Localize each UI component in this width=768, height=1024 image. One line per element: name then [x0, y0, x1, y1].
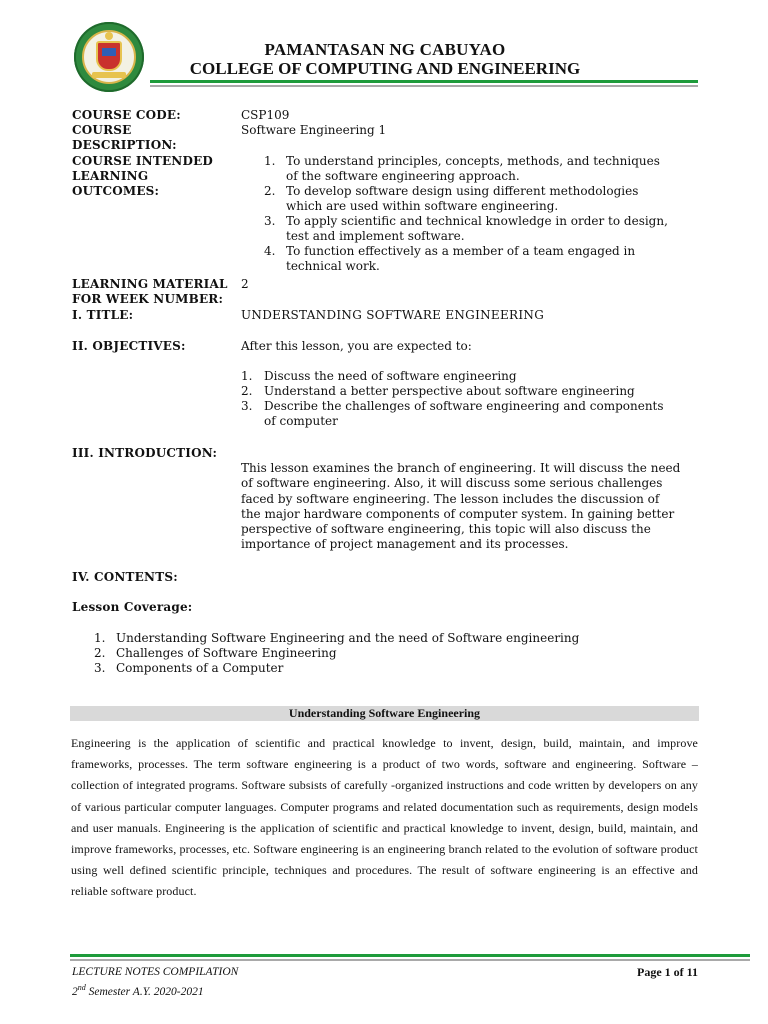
coverage-number: 2. [94, 646, 106, 660]
introduction-label: III. INTRODUCTION: [72, 446, 218, 460]
introduction-text [241, 461, 689, 553]
course-code-label: COURSE CODE: [72, 108, 181, 122]
outcome-number: 1. [264, 154, 276, 168]
lesson-title: UNDERSTANDING SOFTWARE ENGINEERING [241, 308, 545, 322]
outcome-text: To understand principles, concepts, methods, and techniques [286, 154, 660, 168]
introduction-line: This lesson examines the branch of engineering. It will discuss the need [241, 461, 681, 475]
outcome-text: To function effectively as a member of a team engaged in [286, 244, 636, 258]
college-name: COLLEGE OF COMPUTING AND ENGINEERING [189, 59, 581, 78]
objective-text: Discuss the need of software engineering [264, 369, 517, 383]
semester-suffix: nd [77, 983, 86, 992]
objective-item [241, 384, 701, 399]
section-paragraph: Engineering is the application of scientific and practical knowledge to invent, design, build, maintain, and improve frameworks, processes. The term software engineering is a product of two words, software and engineering. Software – collection of integrated programs. Software subsists of carefully -organized instructions and code written by developers on any of various particular computer languages. Computer programs and related documentation such as requirements, design models and user manuals. Engineering is the application of scientific and practical knowledge to invent, design, build, maintain, and improve frameworks, processes, etc. Software engineering is an engineering branch related to the evolution of software product using well defined scientific principle, techniques and procedures. The result of software engineering is an effective and reliable software product. [71, 736, 698, 899]
learning-outcomes-label [72, 154, 213, 199]
introduction-line: faced by software engineering. The lesson includes the discussion of [241, 491, 660, 506]
seal-star [105, 32, 113, 40]
coverage-item [94, 631, 704, 646]
course-description-label-line: DESCRIPTION: [72, 138, 177, 152]
page-number: Page 1 of 11 [637, 965, 698, 979]
title-label: I. TITLE: [72, 308, 134, 322]
lesson-coverage-label: Lesson Coverage: [72, 600, 193, 614]
outcome-number: 4. [264, 244, 276, 258]
footer-semester [72, 980, 238, 1000]
objective-text: Understand a better perspective about software engineering [264, 384, 635, 398]
header-green-divider [150, 80, 698, 83]
coverage-text: Components of a Computer [116, 661, 284, 675]
seal-ribbon [92, 72, 126, 78]
section-heading: Understanding Software Engineering [70, 706, 699, 721]
week-number-value: 2 [241, 277, 249, 291]
objectives-list [241, 369, 701, 429]
university-name: PAMANTASAN NG CABUYAO [264, 40, 506, 59]
week-number-label-line: FOR WEEK NUMBER: [72, 292, 224, 306]
coverage-item [94, 661, 704, 676]
introduction-line: perspective of software engineering, this topic will also discuss the [241, 522, 651, 537]
semester-text: Semester A.Y. 2020-2021 [85, 985, 204, 998]
outcome-item [264, 214, 704, 244]
objective-item [241, 369, 701, 384]
week-number-label-line: LEARNING MATERIAL [72, 277, 228, 291]
outcome-number: 3. [264, 214, 276, 228]
learning-outcomes-label-line: LEARNING [72, 169, 149, 183]
learning-outcomes-list [264, 154, 704, 274]
learning-outcomes-label-line: OUTCOMES: [72, 184, 160, 198]
objectives-intro: After this lesson, you are expected to: [241, 339, 472, 353]
objectives-label: II. OBJECTIVES: [72, 339, 186, 353]
coverage-number: 3. [94, 661, 106, 675]
outcome-text: technical work. [286, 259, 380, 273]
course-description-value: Software Engineering 1 [241, 123, 387, 137]
footer-compilation-title: LECTURE NOTES COMPILATION [72, 966, 239, 978]
introduction-line: importance of project management and its processes. [241, 537, 569, 552]
outcome-text: of the software engineering approach. [286, 169, 520, 183]
footer-notes [72, 964, 238, 1000]
outcome-text: which are used within software engineering. [286, 199, 559, 213]
header-gray-divider [150, 85, 698, 87]
outcome-item [264, 184, 704, 214]
lesson-coverage-list [94, 631, 704, 676]
objective-item [241, 399, 701, 429]
footer-gray-divider [70, 959, 750, 961]
course-description-label [72, 123, 177, 153]
semester-number: 2 [72, 985, 78, 998]
objective-number: 2. [241, 384, 253, 398]
coverage-item [94, 646, 704, 661]
footer-green-divider [70, 954, 750, 957]
contents-label: IV. CONTENTS: [72, 570, 178, 584]
introduction-line: the major hardware components of computer system. In gaining better [241, 506, 675, 521]
objective-number: 1. [241, 369, 253, 383]
coverage-text: Challenges of Software Engineering [116, 646, 337, 660]
coverage-number: 1. [94, 631, 106, 645]
outcome-text: To develop software design using different methodologies [286, 184, 639, 198]
outcome-number: 2. [264, 184, 276, 198]
objective-number: 3. [241, 399, 253, 413]
coverage-text: Understanding Software Engineering and the need of Software engineering [116, 631, 580, 645]
objective-text: Describe the challenges of software engineering and components [264, 399, 664, 413]
course-description-label-line: COURSE [72, 123, 132, 137]
introduction-line: of software engineering. Also, it will discuss some serious challenges [241, 476, 663, 491]
seal-shield [96, 41, 122, 71]
outcome-item [264, 154, 704, 184]
outcome-text: test and implement software. [286, 229, 465, 243]
week-number-label [72, 277, 228, 307]
objective-text: of computer [264, 414, 338, 428]
outcome-text: To apply scientific and technical knowledge in order to design, [286, 214, 668, 228]
learning-outcomes-label-line: COURSE INTENDED [72, 154, 214, 168]
course-code-value: CSP109 [241, 108, 290, 122]
university-seal-icon [74, 22, 144, 92]
outcome-item [264, 244, 704, 274]
